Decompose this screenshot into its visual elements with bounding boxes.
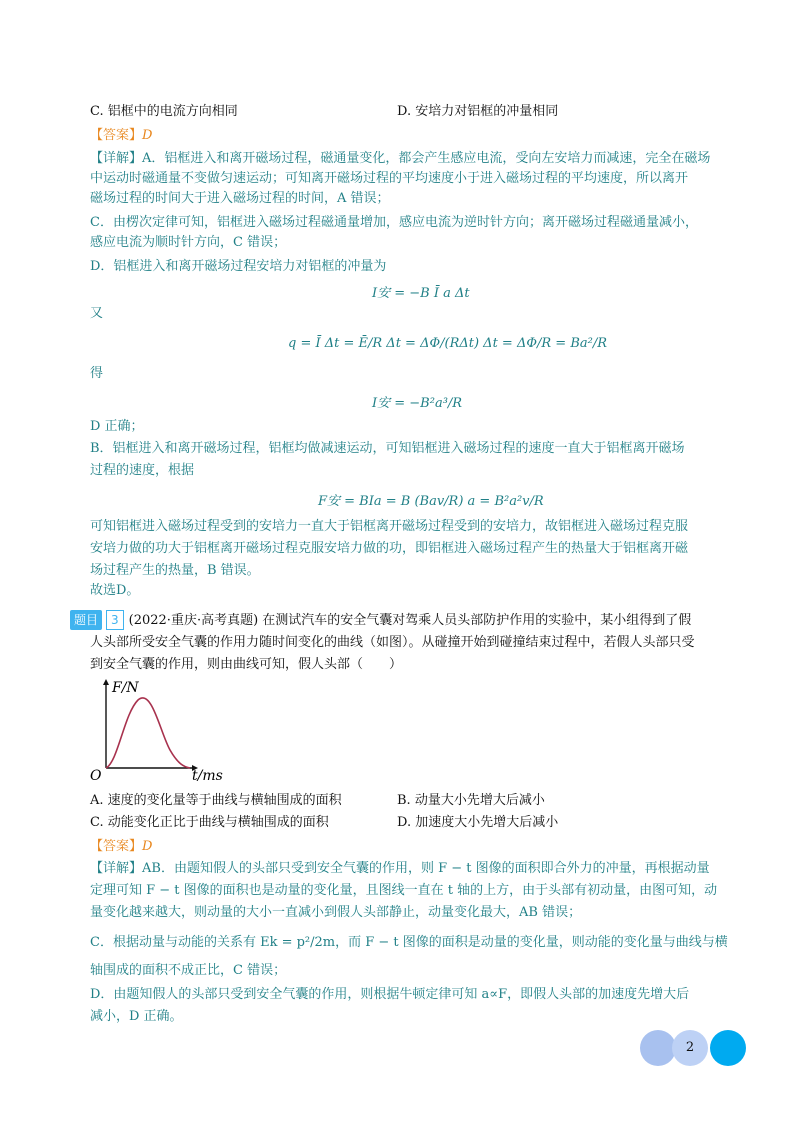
detail-line: 又 — [90, 306, 104, 321]
question-text: (2022·重庆·高考真题) 在测试汽车的安全气囊对驾乘人员头部防护作用的实验中，某小组得到了假 — [128, 613, 692, 628]
answer-value: D — [142, 128, 153, 143]
y-axis-label: F/N — [112, 680, 139, 696]
detail-line: 得 — [90, 366, 104, 381]
equation: I安 = −B²a³/R — [372, 396, 463, 411]
question-number: 3 — [106, 610, 124, 630]
detail-line: D 正确； — [90, 419, 144, 434]
page-number: 2 — [672, 1030, 708, 1066]
answer-line — [90, 838, 152, 856]
answer-label: 【答案】 — [90, 839, 143, 854]
option-b: B. 动量大小先增大后减小 — [397, 793, 545, 808]
detail-line: 感应电流为顺时针方向，C 错误； — [90, 235, 287, 250]
option-a: A. 速度的变化量等于曲线与横轴围成的面积 — [90, 793, 342, 808]
detail-line: 安培力做的功大于铝框离开磁场过程克服安培力做的功，即铝框进入磁场过程产生的热量大于铝框离开磁 — [90, 541, 689, 556]
detail-line: 过程的速度，根据 — [90, 463, 195, 478]
question-header — [70, 610, 691, 630]
answer-label: 【答案】 — [90, 128, 143, 143]
question-text: 到安全气囊的作用，则由曲线可知，假人头部（ ） — [90, 657, 403, 672]
y-axis-arrow — [103, 679, 109, 685]
detail-line: 量变化越来越大，则动量的大小一直减小到假人头部静止，动量变化最大，AB 错误； — [90, 905, 582, 920]
option-c: C. 铝框中的电流方向相同 — [90, 104, 238, 119]
x-axis-label: t/ms — [192, 768, 223, 784]
detail-line: 故选D。 — [90, 583, 140, 598]
detail-line: 定理可知 F − t 图像的面积也是动量的变化量，且图线一直在 t 轴的上方，由于头部有初动量，由图可知，动 — [90, 883, 718, 898]
detail-line: 磁场过程的时间大于进入磁场过程的时间，A 错误； — [90, 191, 390, 206]
detail-line: D．由题知假人的头部只受到安全气囊的作用，则根据牛顿定律可知 a∝F，即假人头部的加速度先增大后 — [90, 987, 690, 1002]
option-d: D. 安培力对铝框的冲量相同 — [397, 104, 559, 119]
detail-line: D．铝框进入和离开磁场过程安培力对铝框的冲量为 — [90, 259, 387, 274]
equation: I安 = −B Ī a Δt — [372, 286, 470, 301]
force-time-graph — [88, 672, 248, 784]
detail-line: 中运动时磁通量不变做匀速运动；可知离开磁场过程的平均速度小于进入磁场过程的平均速度，所以离开 — [90, 171, 689, 186]
detail-line: C．由楞次定律可知，铝框进入磁场过程磁通量增加，感应电流为逆时针方向；离开磁场过程磁通量减小， — [90, 215, 698, 230]
option-d: D. 加速度大小先增大后减小 — [397, 815, 559, 830]
question-tag: 题目 — [70, 610, 102, 630]
detail-line: 【详解】AB．由题知假人的头部只受到安全气囊的作用，则 F − t 图像的面积即合外力的冲量，再根据动量 — [90, 861, 710, 876]
answer-value: D — [142, 839, 153, 854]
option-c: C. 动能变化正比于曲线与横轴围成的面积 — [90, 815, 329, 830]
detail-line: 轴围成的面积不成正比，C 错误； — [90, 963, 287, 978]
question-text: 人头部所受安全气囊的作用力随时间变化的曲线（如图）。从碰撞开始到碰撞结束过程中，若假人头部只受 — [90, 635, 695, 650]
detail-line: 【详解】A．铝框进入和离开磁场过程，磁通量变化，都会产生感应电流，受向左安培力而减速，完全在磁场 — [90, 151, 711, 166]
detail-line: 减小，D 正确。 — [90, 1009, 183, 1024]
equation: F安 = BIa = B (Bav/R) a = B²a²v/R — [318, 494, 544, 509]
detail-line: 场过程产生的热量，B 错误。 — [90, 563, 260, 578]
answer-line — [90, 127, 152, 145]
equation: q = Ī Δt = Ē/R Δt = ΔΦ/(RΔt) Δt = ΔΦ/R = Ba²/R — [288, 336, 608, 351]
detail-line: C．根据动量与动能的关系有 Ek = p²/2m，而 F − t 图像的面积是动量的变化量，则动能的变化量与曲线与横 — [90, 935, 728, 950]
origin-label: O — [90, 768, 102, 784]
page-badge — [640, 1030, 752, 1066]
detail-line: B．铝框进入和离开磁场过程，铝框均做减速运动，可知铝框进入磁场过程的速度一直大于铝框离开磁场 — [90, 441, 685, 456]
force-curve — [106, 698, 190, 768]
detail-line: 可知铝框进入磁场过程受到的安培力一直大于铝框离开磁场过程受到的安培力，故铝框进入磁场过程克服 — [90, 519, 689, 534]
page-circle-right — [710, 1030, 746, 1066]
page-circle-left — [640, 1030, 676, 1066]
